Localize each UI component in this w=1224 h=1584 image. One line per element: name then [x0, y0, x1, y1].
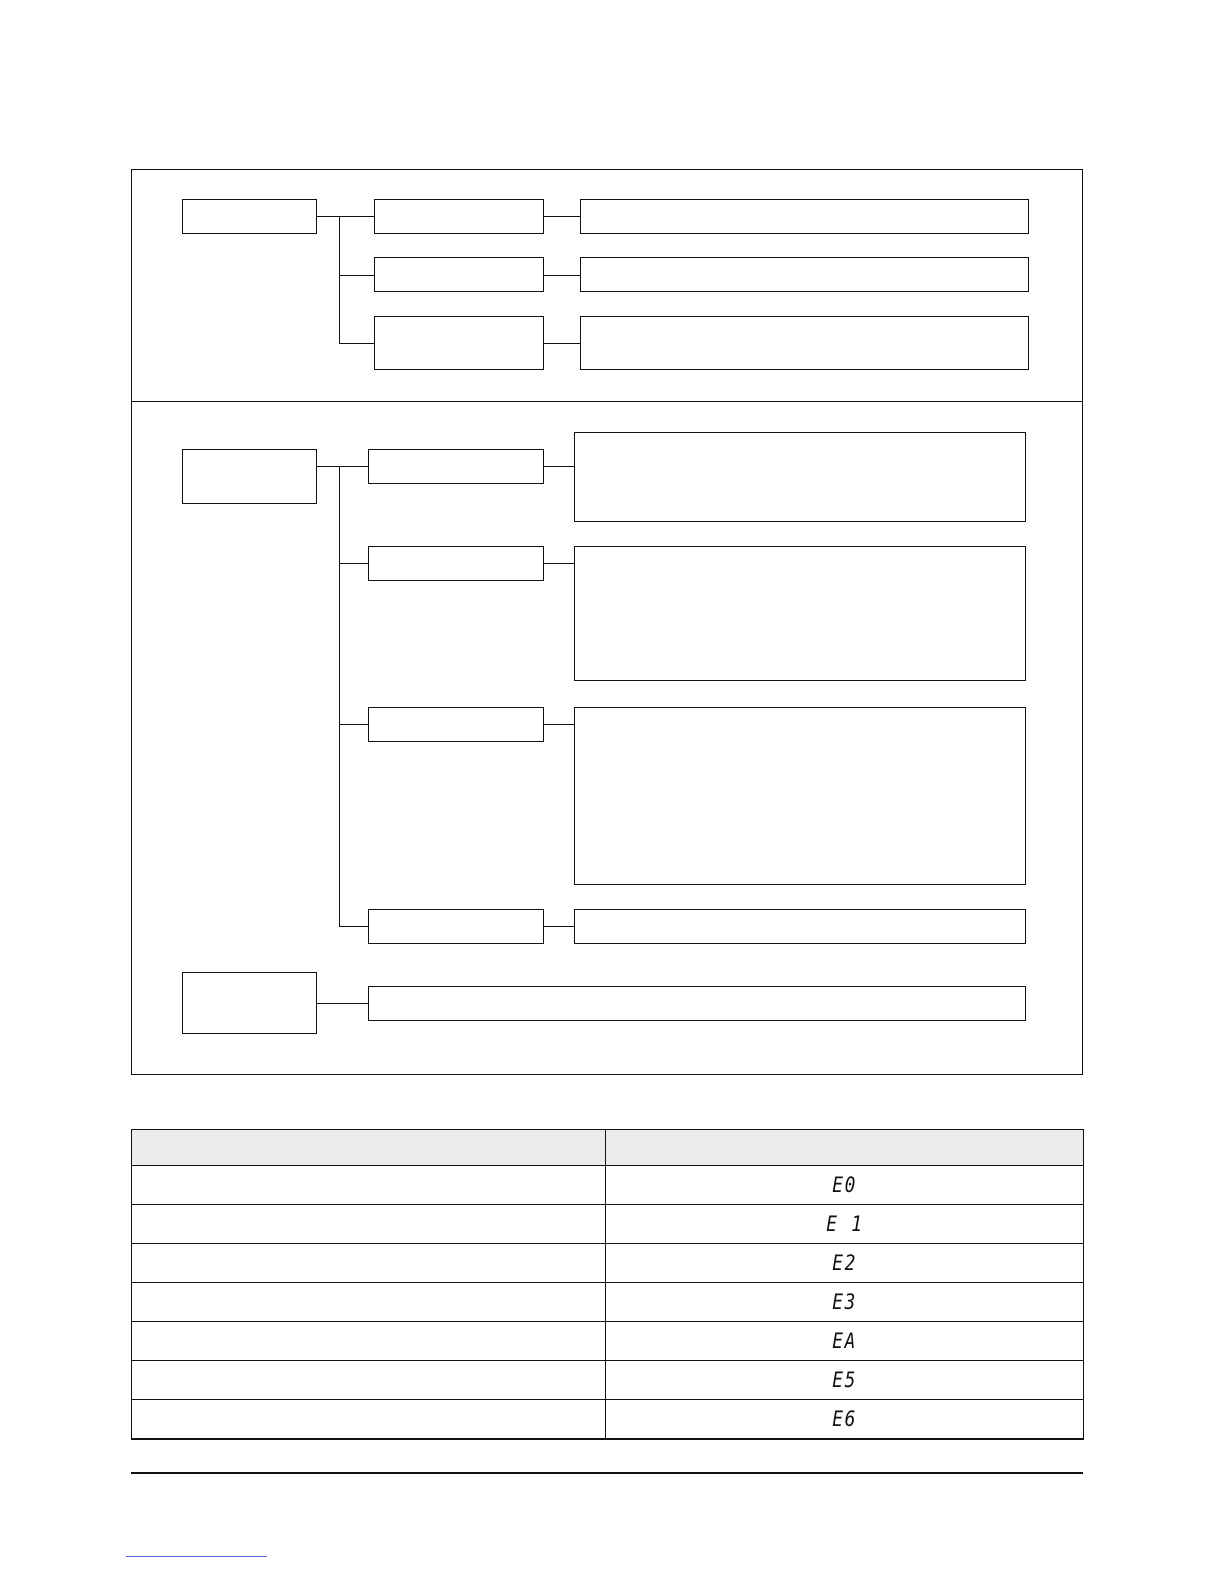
- top-desc-1-box: [580, 199, 1029, 234]
- top-branch-2-box: [374, 257, 544, 292]
- error-code: EA: [832, 1329, 857, 1353]
- connector: [339, 466, 340, 927]
- connector: [317, 466, 369, 467]
- connector: [339, 275, 374, 276]
- error-code: E0: [832, 1173, 857, 1197]
- row-code-cell: [606, 1244, 1084, 1283]
- table-row: [132, 1244, 1084, 1283]
- middle-desc-2-box: [574, 546, 1026, 681]
- header-description: [132, 1130, 606, 1166]
- middle-branch-2-box: [368, 546, 544, 581]
- row-description: [132, 1400, 606, 1440]
- top-root-box: [182, 199, 317, 234]
- table-row: [132, 1166, 1084, 1205]
- connector: [544, 724, 575, 725]
- row-description: [132, 1283, 606, 1322]
- header-code: [606, 1130, 1084, 1166]
- middle-root-box: [182, 449, 317, 504]
- error-code-table: [131, 1129, 1084, 1440]
- footer-rule: [131, 1472, 1083, 1474]
- top-desc-2-box: [580, 257, 1029, 292]
- footer-link-underline[interactable]: [126, 1556, 267, 1557]
- row-description: [132, 1244, 606, 1283]
- row-code-cell: [606, 1205, 1084, 1244]
- middle-desc-3-box: [574, 707, 1026, 885]
- connector: [317, 1003, 369, 1004]
- connector: [339, 926, 369, 927]
- top-desc-3-box: [580, 316, 1029, 370]
- middle-branch-3-box: [368, 707, 544, 742]
- connector: [317, 216, 374, 217]
- connector: [339, 343, 374, 344]
- table-row: [132, 1400, 1084, 1440]
- row-description: [132, 1205, 606, 1244]
- middle-desc-4-box: [574, 909, 1026, 944]
- connector: [339, 724, 369, 725]
- section-divider: [131, 401, 1083, 402]
- table-header-row: [132, 1130, 1084, 1166]
- middle-branch-1-box: [368, 449, 544, 484]
- table-row: [132, 1361, 1084, 1400]
- error-code: E 1: [825, 1212, 864, 1236]
- connector: [544, 343, 581, 344]
- error-code: E3: [832, 1290, 857, 1314]
- middle-branch-4-box: [368, 909, 544, 944]
- row-description: [132, 1361, 606, 1400]
- table-row: [132, 1322, 1084, 1361]
- table-row: [132, 1283, 1084, 1322]
- bottom-desc-1-box: [368, 986, 1026, 1021]
- error-code: E6: [832, 1407, 857, 1431]
- connector: [544, 275, 581, 276]
- error-code: E5: [832, 1368, 857, 1392]
- connector: [339, 563, 369, 564]
- row-code-cell: [606, 1400, 1084, 1440]
- connector: [544, 216, 581, 217]
- middle-desc-1-box: [574, 432, 1026, 522]
- bottom-root-box: [182, 972, 317, 1034]
- top-branch-3-box: [374, 316, 544, 370]
- row-code-cell: [606, 1166, 1084, 1205]
- connector: [544, 466, 575, 467]
- row-code-cell: [606, 1283, 1084, 1322]
- row-description: [132, 1322, 606, 1361]
- error-code: E2: [832, 1251, 857, 1275]
- connector: [339, 216, 340, 343]
- connector: [544, 563, 575, 564]
- row-code-cell: [606, 1322, 1084, 1361]
- row-description: [132, 1166, 606, 1205]
- row-code-cell: [606, 1361, 1084, 1400]
- table-row: [132, 1205, 1084, 1244]
- top-branch-1-box: [374, 199, 544, 234]
- connector: [544, 926, 575, 927]
